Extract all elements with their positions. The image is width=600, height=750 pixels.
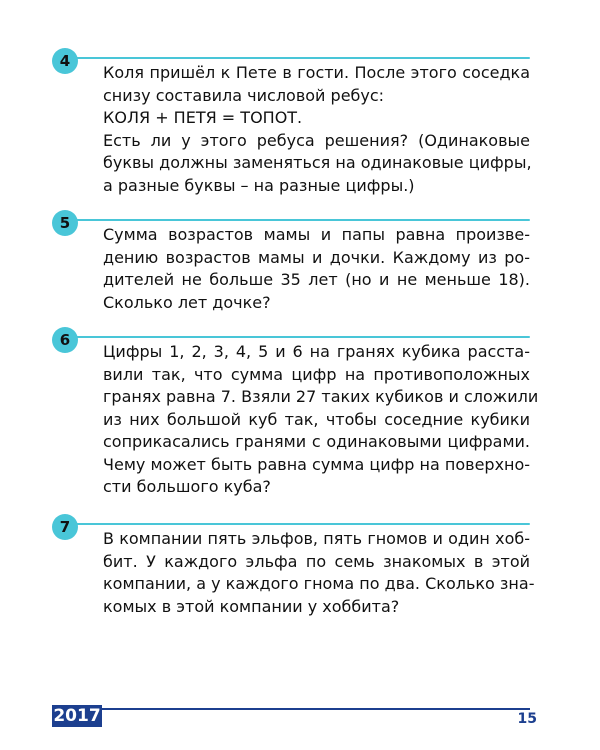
problem-divider [60,336,530,338]
text-line: Коля пришёл к Пете в гости. После этого соседка [103,63,530,82]
text-line: гранях равна 7. Взяли 27 таких кубиков и сложили [103,387,539,406]
problem-number-badge: 4 [52,48,78,74]
text-line: из них большой куб так, чтобы соседние кубики [103,409,530,429]
problem-divider [60,219,530,221]
page-number: 15 [517,711,537,727]
text-line: Цифры 1, 2, 3, 4, 5 и 6 на гранях кубика расста- [103,342,530,361]
footer-bar [60,708,530,710]
problem-text [103,224,530,314]
year-label: 2017 [53,706,101,726]
text-line: соприкасались гранями с одинаковыми цифрами. [103,432,530,451]
problem-text [103,528,535,618]
problem-number-badge: 6 [52,327,78,353]
problem-divider [60,523,530,525]
text-line: Сумма возрастов мамы и папы равна произве- [103,225,530,244]
text-line: комых в этой компании у хоббита? [103,596,400,616]
text-line: Сколько лет дочке? [103,292,271,312]
text-line: а разные буквы – на разные цифры.) [103,175,415,195]
text-line: вили так, что сумма цифр на противоположных [103,364,530,384]
text-line: Есть ли у этого ребуса решения? (Одинаковые [103,130,530,150]
problem-number-badge: 5 [52,210,78,236]
text-line: дению возрастов мамы и дочки. Каждому из ро- [103,247,530,267]
text-line: компании, а у каждого гнома по два. Сколько зна- [103,574,535,593]
problem-number-badge: 7 [52,514,78,540]
text-line: В компании пять эльфов, пять гномов и один хоб- [103,529,530,548]
text-line: Чему может быть равна сумма цифр на поверхно- [103,454,531,474]
problem-text [103,62,530,197]
text-line: бит. У каждого эльфа по семь знакомых в этой [103,551,530,571]
problem-text [103,341,539,499]
text-line: буквы должны заменяться на одинаковые цифры, [103,153,532,172]
text-line: КОЛЯ + ПЕТЯ = ТОПОТ. [103,108,303,127]
problem-divider [60,57,530,59]
text-line: дителей не больше 35 лет (но и не меньше 18). [103,270,530,289]
text-line: сти большого куба? [103,477,271,496]
text-line: снизу составила числовой ребус: [103,85,385,105]
